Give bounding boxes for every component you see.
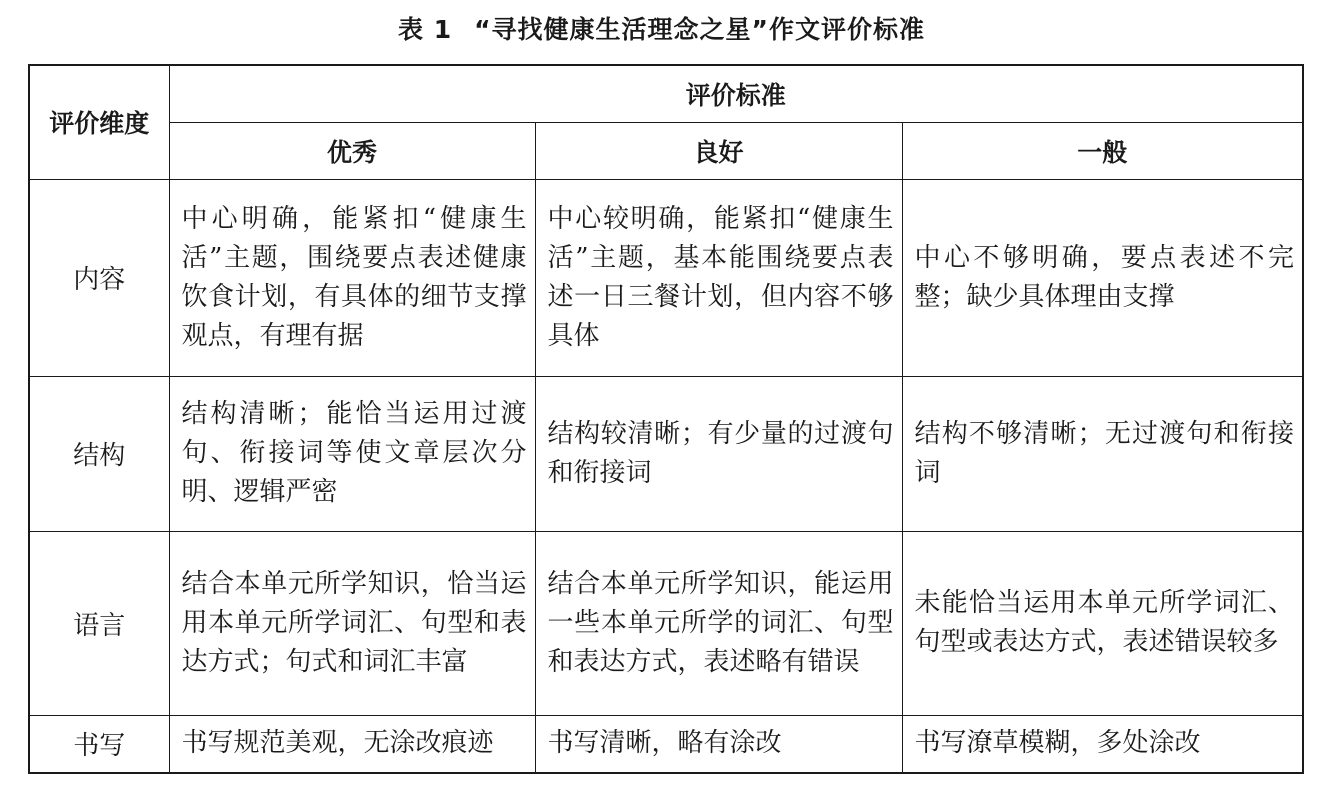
- criteria-cell: 结合本单元所学知识，恰当运用本单元所学词汇、句型和表达方式；句式和词汇丰富: [169, 531, 535, 715]
- criteria-header: 评价标准: [169, 65, 1303, 122]
- table-row: [29, 531, 1303, 715]
- table-row: [29, 715, 1303, 773]
- criteria-cell: 未能恰当运用本单元所学词汇、句型或表达方式，表述错误较多: [902, 531, 1303, 715]
- criteria-cell: 结合本单元所学知识，能运用一些本单元所学的词汇、句型和表达方式，表述略有错误: [535, 531, 902, 715]
- dimension-writing: 书写: [29, 715, 169, 773]
- table-row: [29, 376, 1303, 531]
- dimension-header: 评价维度: [29, 65, 169, 179]
- table-caption: [0, 10, 1323, 50]
- level-header-good: 良好: [535, 122, 902, 179]
- table-title: “寻找健康生活理念之星”作文评价标准: [474, 15, 925, 44]
- level-header-excellent: 优秀: [169, 122, 535, 179]
- criteria-cell: 书写潦草模糊，多处涂改: [902, 715, 1303, 773]
- criteria-cell: 结构较清晰；有少量的过渡句和衔接词: [535, 376, 902, 531]
- table-row: [29, 179, 1303, 376]
- criteria-cell: 结构清晰；能恰当运用过渡句、衔接词等使文章层次分明、逻辑严密: [169, 376, 535, 531]
- dimension-content: 内容: [29, 179, 169, 376]
- criteria-cell: 书写清晰，略有涂改: [535, 715, 902, 773]
- evaluation-rubric-table: [28, 64, 1304, 774]
- criteria-cell: 中心明确，能紧扣“健康生活”主题，围绕要点表述健康饮食计划，有具体的细节支撑观点，有理有据: [169, 179, 535, 376]
- criteria-cell: 中心较明确，能紧扣“健康生活”主题，基本能围绕要点表述一日三餐计划，但内容不够具体: [535, 179, 902, 376]
- header-row-top: [29, 65, 1303, 122]
- criteria-cell: 中心不够明确，要点表述不完整；缺少具体理由支撑: [902, 179, 1303, 376]
- header-row-levels: [29, 122, 1303, 179]
- criteria-cell: 结构不够清晰；无过渡句和衔接词: [902, 376, 1303, 531]
- dimension-structure: 结构: [29, 376, 169, 531]
- dimension-language: 语言: [29, 531, 169, 715]
- level-header-average: 一般: [902, 122, 1303, 179]
- criteria-cell: 书写规范美观，无涂改痕迹: [169, 715, 535, 773]
- table-number: 表 1: [398, 15, 453, 44]
